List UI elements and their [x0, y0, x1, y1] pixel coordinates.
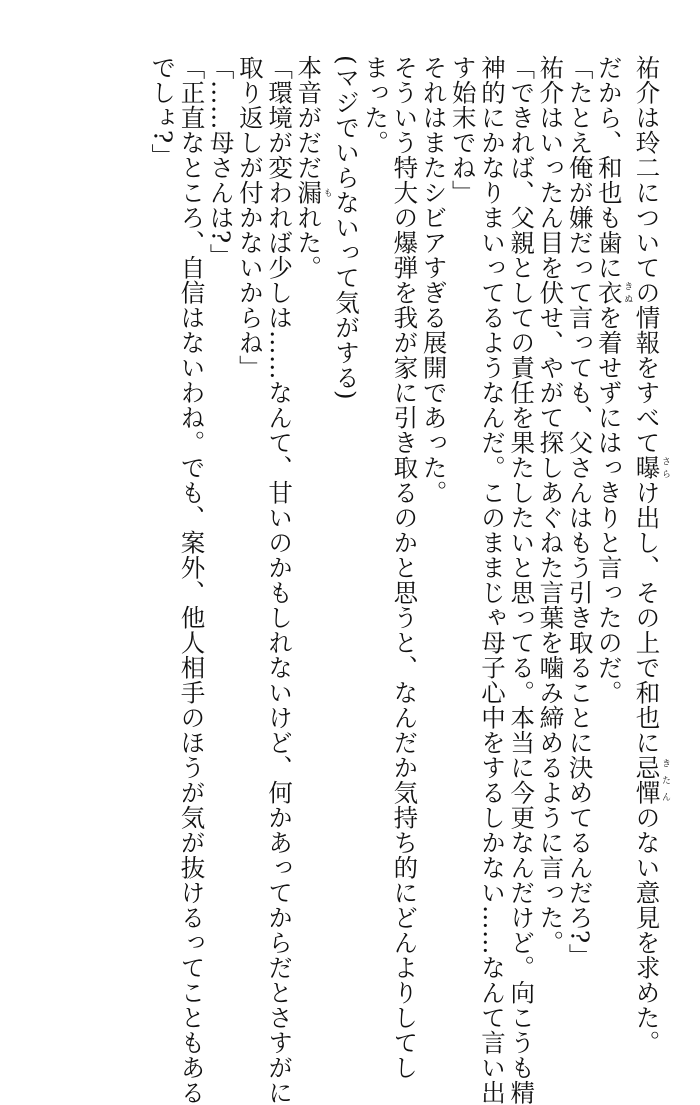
ruby-kitan — [632, 755, 670, 805]
text-line-11: (マジでいらないって気がする) — [331, 55, 361, 401]
text-line-3: 「たとえ俺が嫌だって言っても、父さんはもう引き取ることに決めてるんだろ?」 — [565, 55, 595, 969]
text-line-17: でしょ?」 — [148, 55, 178, 169]
text-line-12-part-a: 本音がだだ — [294, 55, 324, 180]
text-line-6: 神的にかなりまいってるようなんだ。このままじゃ母子心中をするしかない……なんて言い出 — [477, 55, 507, 1105]
text-line-2-part-a: だから、和也も歯に — [594, 55, 624, 280]
text-line-1-part-b: け出し、その上で和也に — [632, 480, 662, 755]
text-line-1-part-c: のない意見を求めた。 — [632, 805, 662, 1055]
vertical-text-block — [148, 55, 670, 1105]
text-line-2 — [595, 55, 633, 985]
text-line-4: 祐介はいったん目を伏せ、やがて探しあぐねた言葉を噛み締めるように言った。 — [536, 55, 566, 955]
ruby-text-mo: も — [321, 180, 332, 205]
text-line-14: 取り返しが付かないからね」 — [235, 55, 265, 380]
ruby-mo — [294, 180, 332, 205]
text-line-15: 「……母さんは?」 — [206, 55, 236, 269]
ruby-text-sara: さら — [660, 455, 670, 480]
text-line-1-part-a: 祐介は玲二についての情報をすべて — [632, 55, 662, 455]
text-line-13: 「環境が変われば少しは……なんて、甘いのかもしれないけど、何かあってからだとさすがに — [265, 55, 295, 1105]
text-line-10: まった。 — [361, 55, 391, 155]
text-line-2-part-b: を着せずにはっきりと言ったのだ。 — [594, 305, 624, 705]
ruby-text-kinu: きぬ — [622, 280, 633, 305]
text-line-12-part-b: れた。 — [294, 205, 324, 280]
ruby-kinu — [594, 280, 633, 305]
ruby-base-kinu: 衣 — [594, 280, 624, 305]
text-line-12 — [294, 55, 332, 985]
ruby-sara — [632, 455, 670, 480]
text-line-1 — [632, 55, 670, 1055]
text-line-7: す始末でね」 — [448, 55, 478, 205]
ruby-text-kitan: きたん — [660, 755, 670, 805]
ruby-base-mo: 漏 — [294, 180, 324, 205]
text-line-8: それはまたシビアすぎる展開であった。 — [419, 55, 449, 505]
ruby-base-sara: 曝 — [632, 455, 662, 480]
text-line-16: 「正直なところ、自信はないわね。でも、案外、他人相手のほうが気が抜けるってこともある — [177, 55, 207, 1105]
ruby-base-kitan: 忌憚 — [632, 755, 662, 805]
text-line-9: そういう特大の爆弾を我が家に引き取るのかと思うと、なんだか気持ち的にどんよりしてし — [390, 55, 420, 1080]
text-line-5: 「できれば、父親としての責任を果たしたいと思ってる。本当に今更なんだけど。向こうも精 — [507, 55, 537, 1105]
